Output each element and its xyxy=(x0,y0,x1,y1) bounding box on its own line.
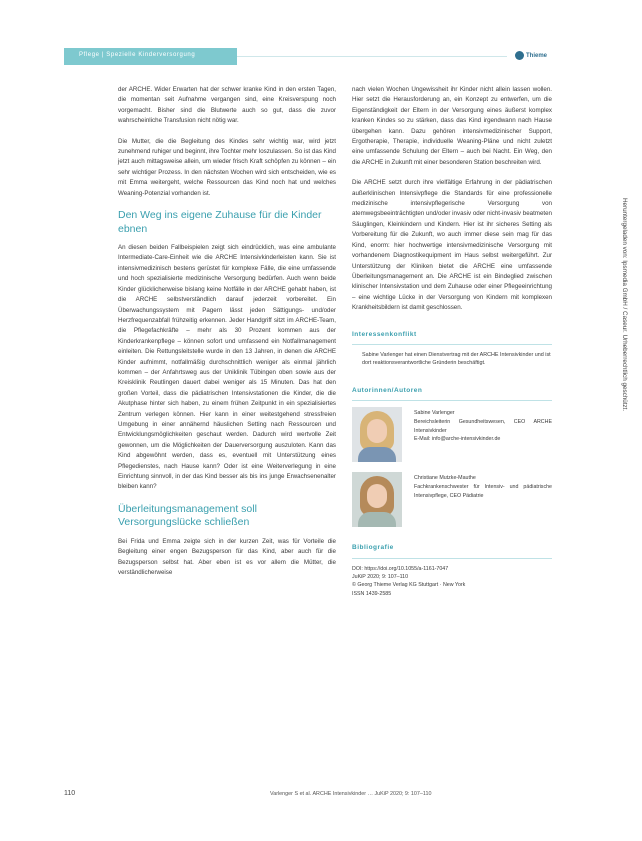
body-paragraph: nach vielen Wochen Ungewissheit ihr Kinder nicht allein lassen wollen. Hier setzt die Herausforderung an, ein Konzept zu entwerfen, um die Eigenständigkeit der Eltern in der Versorgung eines äußerst komplex kranken Kindes so zu stärken, dass das Kind irgendwann nach Hause übergehen kann. Dazu gehören intensivmedizinischer Support, Ergotherapie, Therapie, individuelle Weaning-Pläne und nicht zuletzt eine umfassende Schulung der Eltern – auch bei Nacht. Ein Weg, den die ARCHE in Zukunft mit einer besonderen Station beschreiten wird. xyxy=(352,86,552,166)
bibliography-text xyxy=(352,565,552,599)
left-column xyxy=(118,85,336,588)
authors-title: Autorinnen/Autoren xyxy=(352,386,552,401)
biblio-line: JuKiP 2020; 9: 107–110 xyxy=(352,573,409,580)
conflict-box xyxy=(352,330,552,368)
author-name: Sabine Varlenger xyxy=(414,410,455,417)
author-name: Christiane Mutzke-Mauthe xyxy=(414,475,476,482)
section-heading: Den Weg ins eigene Zuhause für die Kinder ebnen xyxy=(118,209,322,235)
author-role: Bereichsleiterin Gesundheitswesen, CEO ARCHE Intensivkinder xyxy=(414,419,552,434)
author-role: Fachkrankenschwester für Intensiv- und pädiatrische Intensivpflege, CEO Pädiatrie xyxy=(414,484,552,499)
conflict-title: Interessenkonflikt xyxy=(352,330,552,345)
header-rule xyxy=(237,56,507,57)
biblio-line: ISSN 1439-2585 xyxy=(352,590,392,597)
biblio-line: © Georg Thieme Verlag KG Stuttgart · New York xyxy=(352,582,466,589)
author-info xyxy=(414,472,552,527)
author-photo xyxy=(352,407,402,462)
author-entry xyxy=(352,407,552,462)
header-section-label: Pflege | Spezielle Kinderversorgung xyxy=(79,52,196,58)
bibliography-title: Bibliografie xyxy=(352,543,552,558)
body-paragraph: der ARCHE. Wider Erwarten hat der schwer kranke Kind in den ersten Tagen, die momentan seit Aufnahme vergangen sind, eine Kreisverspung noch vorgemacht. Bisher sind die Blutwerte auch so gut, dass die zuvor wahrscheinliche Transfusion nicht nötig war. xyxy=(118,86,336,125)
footer-citation: Varlenger S et al. ARCHE Intensivkinder … JuKiP 2020; 9: 107–110 xyxy=(270,791,432,797)
logo-text: Thieme xyxy=(526,52,548,59)
body-paragraph: An diesen beiden Fallbeispielen zeigt sich eindrücklich, was eine ambulante Intermediate-Care-Einheit wie die ARCHE Intensivkinderleisten kann. Sie ist intensivmedizinisch bestens gerüstet für komplexe Fälle, die eine umfassende und hoch spezialisierte medizinische Versorgung bedürfen. Auch wenn beide Kinder glücklicherweise bislang keine Notfälle in der ARCHE gehabt haben, ist die ARCHE selbstverständlich darauf jederzeit vorbereitet. Ein Überwachungssystem mit Pagern lässt jeden Sättigungs- und/oder Herzfrequenzabfall frühzeitig erkennen. Jeder Handgriff sitzt im ARCHE-Team, die Pflegefachkräfte – mehr als 30 Prozent kommen aus der Kinderkrankenpflege – können sofort und umfassend ein Notfallmanagement einleiten. Die Rettungsleitstelle wurde in den 13 Jahren, in denen die ARCHE Kinder aufnimmt, notfallmäßig durchschnittlich weniger als einmal jährlich kommen – der Anfahrtsweg aus der Uniklinik Tübingen oben sowie aus der Kreisklinik Reutlingen dauert dabei weniger als 15 Minuten. Das hat den großen Vorteil, dass die pädiatrischen Intensivstationen die Kinder, die die Akutphase hinter sich haben, zu einem frühen Zeitpunkt in ein spezialisiertes Zentrum verlegen können. Hier kann in einer weitestgehend stressfreien Umgebung in einer annähernd häuslichen Setting nach Ressourcen und Entwicklungsmöglichkeiten geschaut werden. Dadurch wird wertvolle Zeit gewonnen, um die Möglichkeiten der Dauerversorgung auszuloten. Kann das Kind abgewöhnt werden, dass es, eventuell mit Unterstützung eines Pflegedienstes, nach Hause kann? Oder ist eine Weiterverlegung in eine Einrichtung sinnvoll, in der das Kind besser als bis ins junge Erwachsenenalter bleiben kann? xyxy=(118,244,336,491)
right-column xyxy=(352,85,552,598)
bibliography-box xyxy=(352,543,552,598)
page-number: 110 xyxy=(64,790,76,797)
body-paragraph: Die Mutter, die die Begleitung des Kindes sehr wichtig war, wird jetzt zunehmend ruhiger und beginnt, ihre Tochter mehr loszulassen. So ist das Kind jetzt auch mittagsweise allein, um wieder frisch Kraft schöpfen zu können – ein sehr wichtiger Prozess. In den nächsten Wochen wird sich entscheiden, wie es mit Emma weitergeht, welche Ressourcen das Kind noch hat und welches Weaning-Potenzial vorhanden ist. xyxy=(118,137,336,197)
author-email[interactable]: E-Mail: info@arche-intensivkinder.de xyxy=(414,435,501,442)
conflict-text: Sabine Varlenger hat einen Dienstvertrag mit der ARCHE Intensivkinder und ist dort reaktionsverantwortliche Gründerin beschäftigt. xyxy=(362,351,551,367)
authors-box xyxy=(352,386,552,527)
thieme-logo-icon xyxy=(515,51,524,60)
body-paragraph: Die ARCHE setzt durch ihre vielfältige Erfahrung in der pädiatrischen außerklinischen Intensivpflege die Standards für eine professionelle medizinische intensivpflegerische Versorgung von atemwegsbeeinträchtigten und/oder invasiv oder nicht-invasiv beatmeten Säuglingen, Kleinkindern und Kindern. Hier ist ihr sicheres Setting als Vorbereitung für die Zukunft, wo auch immer diese sein mag für das Kind, enorm: hier hochwertige intensivmedizinische Versorgung mit vorhandenem Diagnostikequipment im Haus selbst weitergeführt. Zur Unterstützung der Kliniken bietet die ARCHE eine umfassende Überleitungsmanagement an. Die ARCHE ist ein Bindeglied zwischen klinischer Intensivstation und dem Zuhause oder einer Pflegeeinrichtung – eine wichtige Lücke in der Versorgung von Kindern mit komplexen Krankheitsbildern ist damit geschlossen. xyxy=(352,179,552,312)
author-entry xyxy=(352,472,552,527)
publisher-logo xyxy=(515,51,547,60)
download-notice: Heruntergeladen von: Ipsmedia GmbH / Caseur. Urheberrechtlich geschützt. xyxy=(621,198,628,412)
section-heading: Überleitungsmanagement soll Versorgungslücke schließen xyxy=(118,502,257,529)
body-paragraph: Bei Frida und Emma zeigte sich in der kurzen Zeit, was für Vorteile die Begleitung einer engen Bezugsperson für das Kind, aber auch für die Bezugsperson selbst hat. Aber eben ist es vor allem die Mütter, die verständlicherweise xyxy=(118,537,336,577)
doi-link[interactable]: DOI: https://doi.org/10.1055/a-1161-7047 xyxy=(352,565,449,572)
author-photo xyxy=(352,472,402,527)
author-info xyxy=(414,407,552,462)
